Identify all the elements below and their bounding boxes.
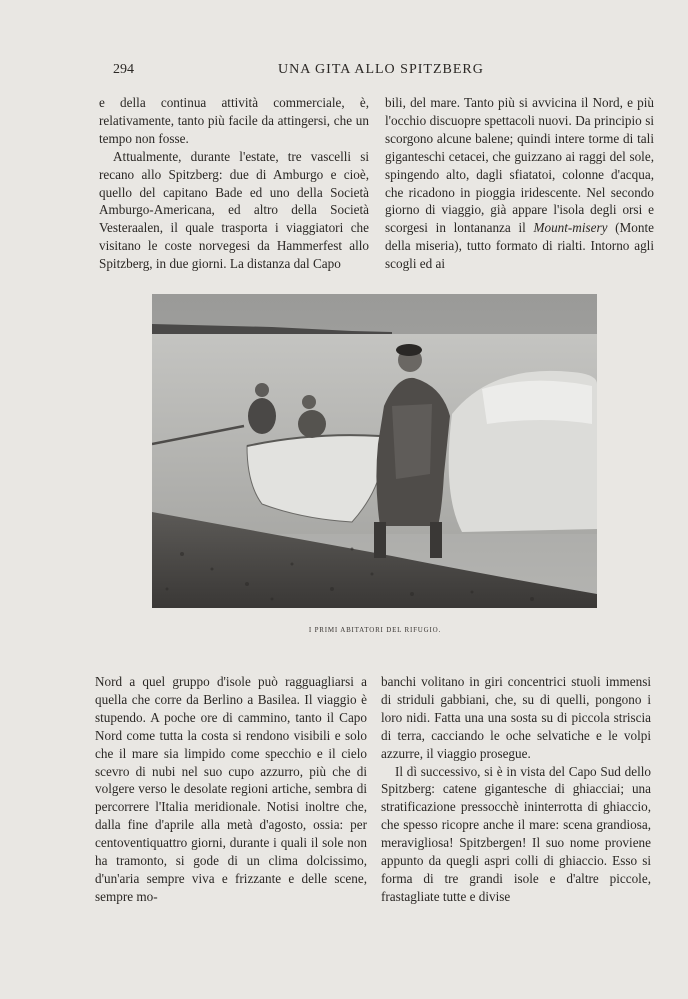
paragraph: Nord a quel gruppo d'isole può ragguagliarsi a quella che corre da Berlino a Basilea. Il viaggio è stupendo. A poche ore di cammino, tanto il Capo Nord come tutta la costa si rendono visibili e solo che il mare sia limpido come specchio e il cielo scevro di nubi nel suo cupo azzurro, più che di volgere verso le desolate regioni artiche, sembra di percorrere l'Italia meridionale. Notisi inoltre che, dalla fine d'aprile alla metà d'agosto, ossia: per centoventiquattro giorni, durante i quali il sole non ha tramonto, si gode di un clima dolcissimo, d'un'aria sempre viva e frizzante e delle scene, sempre mo- <box>95 674 367 904</box>
photograph-men-and-boat <box>152 294 597 608</box>
paragraph: Il dì successivo, si è in vista del Capo Sud dello Spitzberg: catene gigantesche di ghiacciai; una stratificazione pressocchè ininterrotta di ghiaccio, che spesso ricopre anche il mare: scena grandiosa, meravigliosa! Spitzbergen! Il suo nome proviene appunto da quegli aspri colli di ghiaccio. Esso si forma di tre grandi isole e d'altre piccole, frastagliate tutte e divise <box>381 763 651 904</box>
text-run: (Monte della miseria), tutto formato di rialti. Intorno agli scogli ed ai <box>385 220 654 272</box>
paragraph: banchi volitano in giri concentrici stuoli immensi di striduli gabbiani, che, su di quelli, pongono i loro nidi. Fatta una una sosta su di piccola striscia di terra, cacciando le oche selvatiche e le volpi azzurre, il viaggio prosegue. <box>381 674 651 761</box>
text-column-top-left <box>99 94 369 273</box>
paragraph <box>385 94 654 273</box>
photograph <box>152 294 597 608</box>
text-column-top-right <box>385 94 654 273</box>
figure-caption: I PRIMI ABITATORI DEL RIFUGIO. <box>308 626 442 634</box>
page-number: 294 <box>113 62 134 77</box>
paragraph: e della continua attività commerciale, è, relativamente, tanto più facile da attingersi, che un tempo non fosse. <box>99 95 369 146</box>
paragraph: Attualmente, durante l'estate, tre vascelli si recano allo Spitzberg: due di Amburgo e cioè, quello del capitano Bade ed uno della Società Amburgo-Americana, ed altro della Società Vesteraalen, il quale trasporta i viaggiatori che visitano le coste norvegesi da Hammerfest allo Spitzberg, in due giorni. La distanza dal Capo <box>99 148 369 272</box>
running-title: UNA GITA ALLO SPITZBERG <box>278 62 484 77</box>
italic-term: Mount-misery <box>533 220 608 236</box>
text-column-bottom-right <box>381 673 651 906</box>
page-header <box>0 62 688 82</box>
text-column-bottom-left <box>95 673 367 906</box>
text-run: bili, del mare. Tanto più si avvicina il Nord, e più l'occhio discuopre spettacoli nuovi. Da principio si scorgono alcune balene; quindi intere torme di tali giganteschi cetacei, che guizzano ai raggi del sole, spingendo alto, dagli sfiatatoi, colonne d'acqua, che ricadono in pioggia iridescente. Nel secondo giorno di viaggio, già appare l'isola degli orsi e scorgesi in lontananza il <box>385 95 654 236</box>
